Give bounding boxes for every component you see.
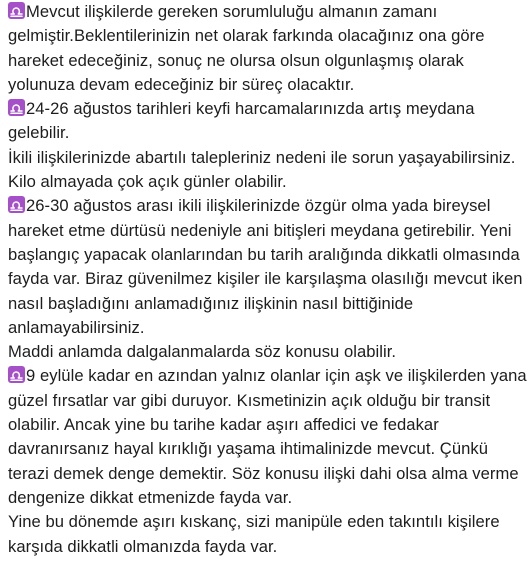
paragraph-jealousy-warning (8, 510, 528, 559)
paragraph-text: Maddi anlamda dalgalanmalarda söz konusu olabilir. (8, 342, 397, 362)
paragraph-text: İkili ilişkilerinizde abartılı talepleriniz nedeni ile sorun yaşayabilirsiniz. Kilo almayada çok açık günler olabilir. (8, 147, 516, 192)
post-text-body (8, 0, 528, 559)
paragraph-text: 9 eylüle kadar en azından yalnız olanlar için aşk ve ilişkilerden yana güzel fırsatlar var gibi duruyor. Kısmetinizin açık olduğu bir transit olabilir. Ancak yine bu tarihe kadar aşırı affedici ve fedakar davranırsanız hayal kırıklığı yaşama ihtimalinizde mevcut. Çünkü terazi demek denge demektir. Söz konusu ilişki dahi olsa alma verme dengenize dikkat etmenizde fayda var. (8, 366, 527, 507)
paragraph-financial (8, 340, 528, 364)
libra-icon (8, 196, 25, 213)
paragraph-september-9 (8, 364, 528, 510)
paragraph-august-24-26 (8, 97, 528, 146)
paragraph-august-26-30 (8, 194, 528, 340)
paragraph-text: 26-30 ağustos arası ikili ilişkilerinizde özgür olma yada bireysel hareket etme dürtüsü nedeniyle ani bitişleri meydana getirebilir. Yeni başlangıç yapacak olanlarından bu tarih aralığında dikkatli olmasında fayda var. Biraz güvenilmez kişiler ile karşılaşma olasılığı mevcut iken nasıl başladığını anlamadığınız ilişkinin nasıl bittiğinide anlamayabilirsiniz. (8, 196, 523, 337)
libra-icon (8, 99, 25, 116)
paragraph-text: 24-26 ağustos tarihleri keyfi harcamalarınızda artış meydana gelebilir. (8, 99, 475, 143)
libra-icon (8, 366, 25, 383)
paragraph-text: Yine bu dönemde aşırı kıskanç, sizi manipüle eden takıntılı kişilere karşıda dikkatli olmanızda fayda var. (8, 512, 500, 556)
libra-icon (8, 2, 25, 19)
paragraph-text: Mevcut ilişkilerde gereken sorumluluğu almanın zamanı gelmiştir.Beklentilerinizin net olarak farkında olacağınız ona göre hareket edeceğiniz, sonuç ne olursa olsun olgunlaşmış olarak yolunuza devam edeceğiniz bir süreç olacaktır. (8, 2, 485, 94)
paragraph-relationship-demands (8, 146, 528, 195)
paragraph-august-start (8, 0, 528, 97)
